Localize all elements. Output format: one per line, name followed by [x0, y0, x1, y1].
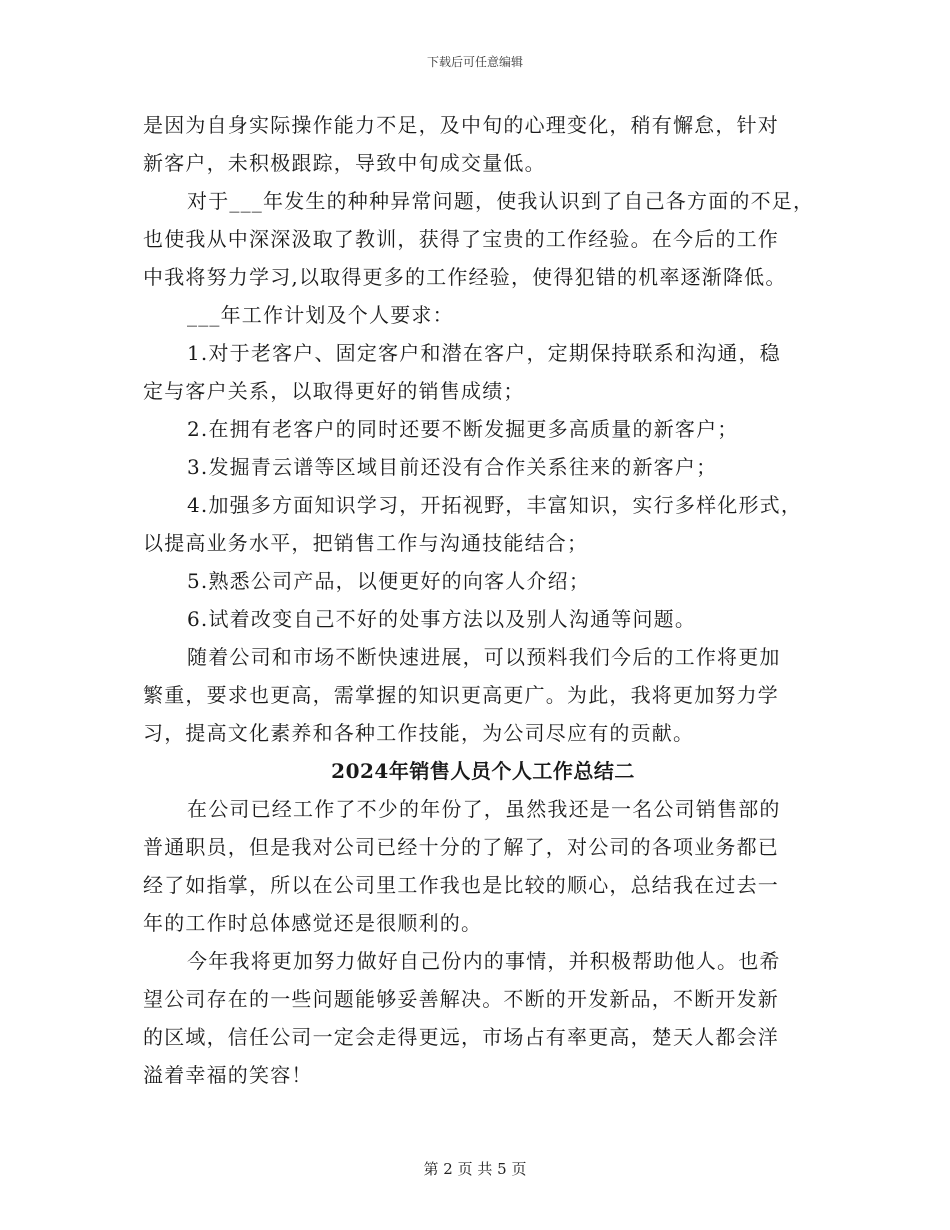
- paragraph-line: 普通职员，但是我对公司已经十分的了解了，对公司的各项业务都已: [143, 835, 779, 859]
- paragraph-line: 的区域，信任公司一定会走得更远，市场占有率更高，楚天人都会洋: [143, 1025, 779, 1049]
- paragraph-line: 今年我将更加努力做好自己份内的事情，并积极帮助他人。也希: [187, 949, 781, 973]
- paragraph-line: 溢着幸福的笑容！: [143, 1063, 313, 1087]
- paragraph-line: 4.加强多方面知识学习，开拓视野，丰富知识，实行多样化形式，: [187, 493, 803, 517]
- page-header-note: 下载后可任意编辑: [426, 55, 523, 69]
- page-number-footer: 第 2 页 共 5 页: [423, 1160, 527, 1178]
- paragraph-line: 望公司存在的一些问题能够妥善解决。不断的开发新品，不断开发新: [143, 987, 779, 1011]
- paragraph-line: 繁重，要求也更高，需掌握的知识更高更广。为此，我将更加努力学: [143, 683, 779, 707]
- paragraph-line: 随着公司和市场不断快速进展，可以预料我们今后的工作将更加: [187, 645, 781, 669]
- paragraph-line: 年的工作时总体感觉还是很顺利的。: [143, 911, 483, 935]
- paragraph-line: 定与客户关系，以取得更好的销售成绩；: [143, 379, 525, 403]
- paragraph-line: ___年工作计划及个人要求：: [187, 303, 454, 327]
- paragraph-line: 6.试着改变自己不好的处事方法以及别人沟通等问题。: [187, 607, 697, 631]
- paragraph-line: 5.熟悉公司产品，以便更好的向客人介绍；: [187, 569, 591, 593]
- paragraph-line: 2.在拥有老客户的同时还要不断发掘更多高质量的新客户；: [187, 417, 739, 441]
- paragraph-line: 以提高业务水平，把销售工作与沟通技能结合；: [143, 531, 589, 555]
- paragraph-line: 经了如指掌，所以在公司里工作我也是比较的顺心，总结我在过去一: [143, 873, 779, 897]
- section-heading: 2024年销售人员个人工作总结二: [331, 759, 635, 783]
- paragraph-line: 中我将努力学习,以取得更多的工作经验，使得犯错的机率逐渐降低。: [143, 265, 787, 289]
- paragraph-line: 是因为自身实际操作能力不足，及中旬的心理变化，稍有懈怠，针对: [143, 113, 779, 137]
- paragraph-line: 3.发掘青云谱等区域目前还没有合作关系往来的新客户；: [187, 455, 718, 479]
- paragraph-line: 在公司已经工作了不少的年份了，虽然我还是一名公司销售部的: [187, 797, 781, 821]
- paragraph-line: 也使我从中深深汲取了教训，获得了宝贵的工作经验。在今后的工作: [143, 227, 779, 251]
- document-body: [143, 106, 823, 1094]
- paragraph-line: 对于___年发生的种种异常问题，使我认识到了自己各方面的不足，: [187, 189, 815, 213]
- paragraph-line: 习，提高文化素养和各种工作技能，为公司尽应有的贡献。: [143, 721, 695, 745]
- paragraph-line: 新客户，未积极跟踪，导致中旬成交量低。: [143, 151, 546, 175]
- paragraph-line: 1.对于老客户、固定客户和潜在客户，定期保持联系和沟通，稳: [187, 341, 781, 365]
